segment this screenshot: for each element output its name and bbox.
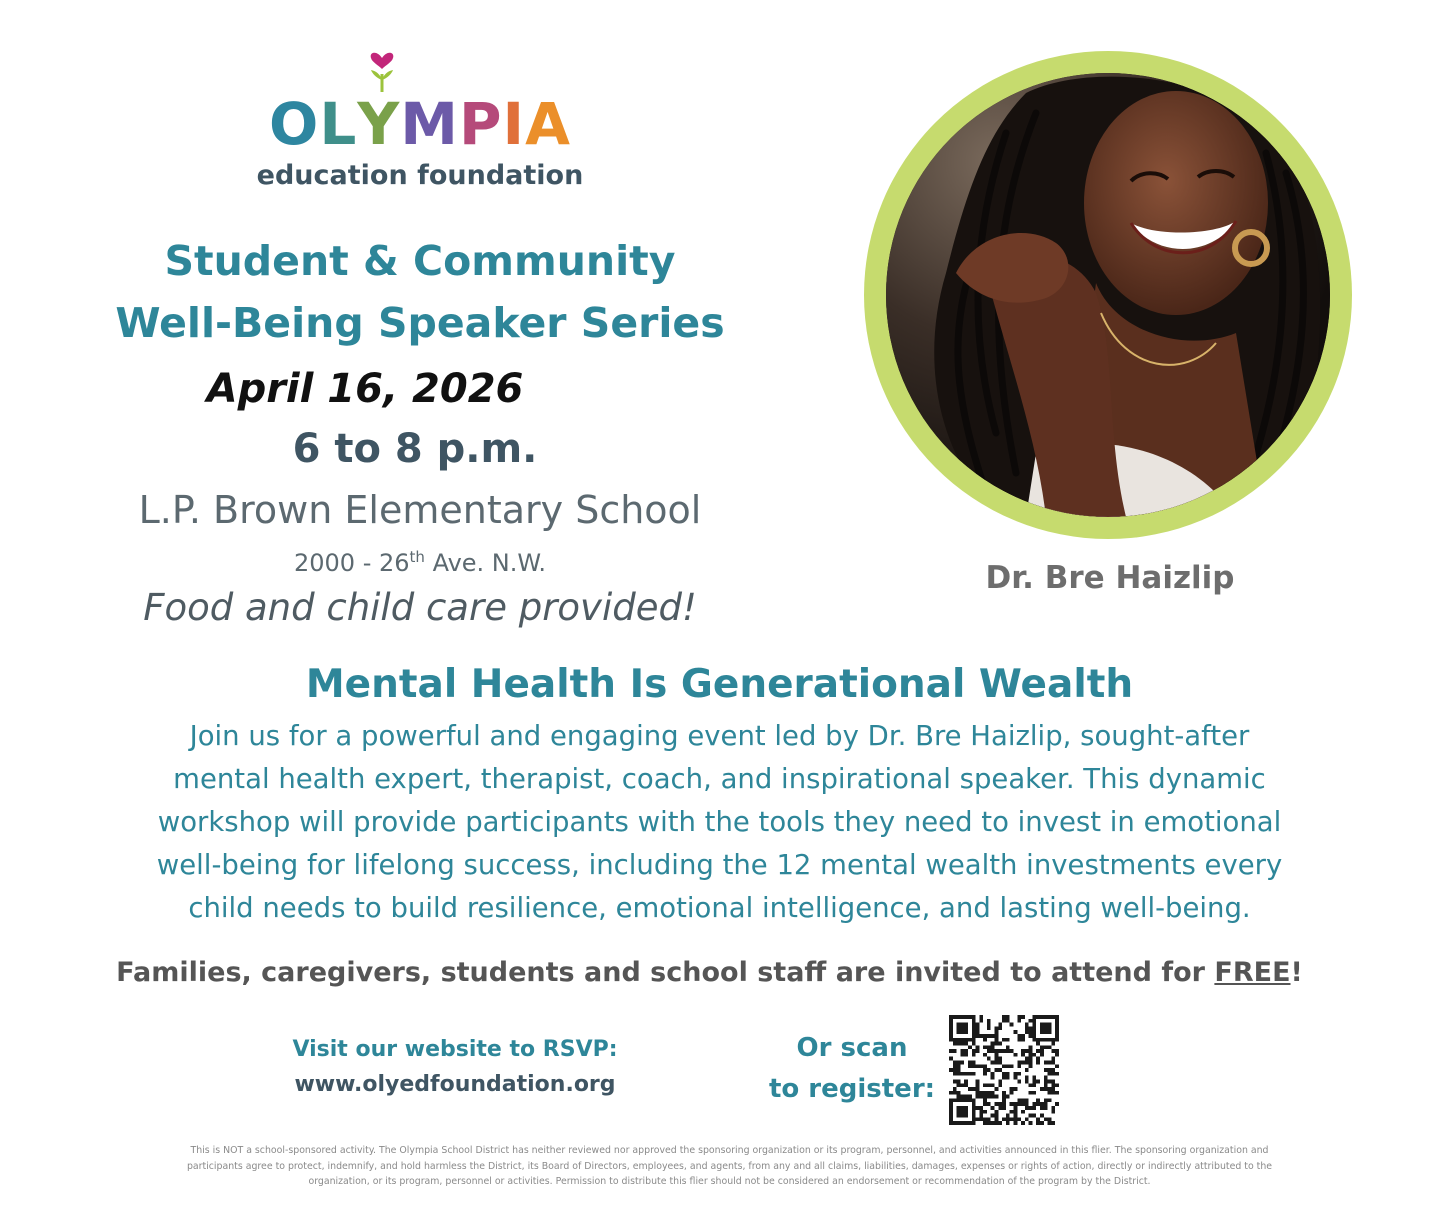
disclaimer (60, 1143, 1399, 1190)
invitation-text: Families, caregivers, students and school staff are invited to attend for (116, 957, 1215, 988)
olympia-logo (230, 44, 610, 204)
event-address (60, 540, 780, 580)
series-title-line-2: Well-Being Speaker Series (115, 299, 725, 347)
speaker-photo (886, 73, 1330, 517)
scan-line-1: Or scan (796, 1033, 908, 1063)
logo-letter: M (400, 90, 459, 158)
heart-sprout-icon (367, 44, 397, 94)
talk-title: Mental Health Is Generational Wealth (305, 662, 1134, 707)
disclaimer-line: participants agree to protect, indemnify, and hold harmless the District, its Board of Directors, employees, and agents, from any and all claims, liabilities, damages, expenses or rights of action, directly or indirectly attributed to the (186, 1160, 1273, 1172)
address-ordinal: th (409, 548, 425, 566)
disclaimer-line: This is NOT a school-sponsored activity. The Olympia School District has neither reviewed nor approved the sponsoring organization or its program, personnel, and activities announced in this flier. The sponsoring organization and (190, 1145, 1269, 1156)
description-line: mental health expert, therapist, coach, and inspirational speaker. This dynamic (173, 763, 1266, 795)
event-time: 6 to 8 p.m. (292, 426, 538, 472)
invitation-free: FREE (1214, 957, 1291, 988)
logo-letter: Y (357, 90, 401, 158)
event-venue: L.P. Brown Elementary School (138, 488, 702, 532)
address-street: Ave. N.W. (424, 549, 546, 577)
rsvp-label: Visit our website to RSVP: (292, 1037, 618, 1062)
series-title-line-1: Student & Community (164, 237, 676, 285)
rsvp-block (250, 1032, 660, 1102)
event-date: April 16, 2026 (206, 366, 524, 412)
logo-letter: I (502, 90, 526, 158)
description-line: well-being for lifelong success, including the 12 mental wealth investments every (156, 849, 1283, 881)
logo-wordmark (230, 92, 610, 156)
logo-letter: O (269, 90, 320, 158)
qr-code[interactable] (949, 1015, 1059, 1125)
scan-line-2: to register: (768, 1074, 936, 1104)
qr-code-icon (949, 1015, 1059, 1125)
logo-subtitle: education foundation (256, 160, 584, 191)
speaker-name: Dr. Bre Haizlip (985, 560, 1235, 596)
invitation-end: ! (1290, 957, 1303, 988)
logo-letter: L (319, 90, 358, 158)
description-line: workshop will provide participants with the tools they need to invest in emotional (157, 806, 1282, 838)
address-number: 2000 - 26 (294, 549, 410, 577)
logo-letter: P (459, 90, 503, 158)
logo-letter: A (525, 90, 571, 158)
invitation-line (0, 952, 1419, 994)
disclaimer-line: organization, or its program, personnel or activities. Permission to distribute this flier should not be considered an endorsement or recommendation of the program by the District. (308, 1176, 1151, 1187)
talk-description (60, 715, 1379, 930)
description-line: child needs to build resilience, emotional intelligence, and lasting well-being. (188, 892, 1251, 924)
rsvp-website-link[interactable]: www.olyedfoundation.org (294, 1072, 616, 1097)
event-note: Food and child care provided! (143, 586, 697, 629)
description-line: Join us for a powerful and engaging event led by Dr. Bre Haizlip, sought-after (189, 720, 1250, 752)
speaker-portrait-image (886, 73, 1330, 517)
scan-prompt (752, 1028, 952, 1110)
